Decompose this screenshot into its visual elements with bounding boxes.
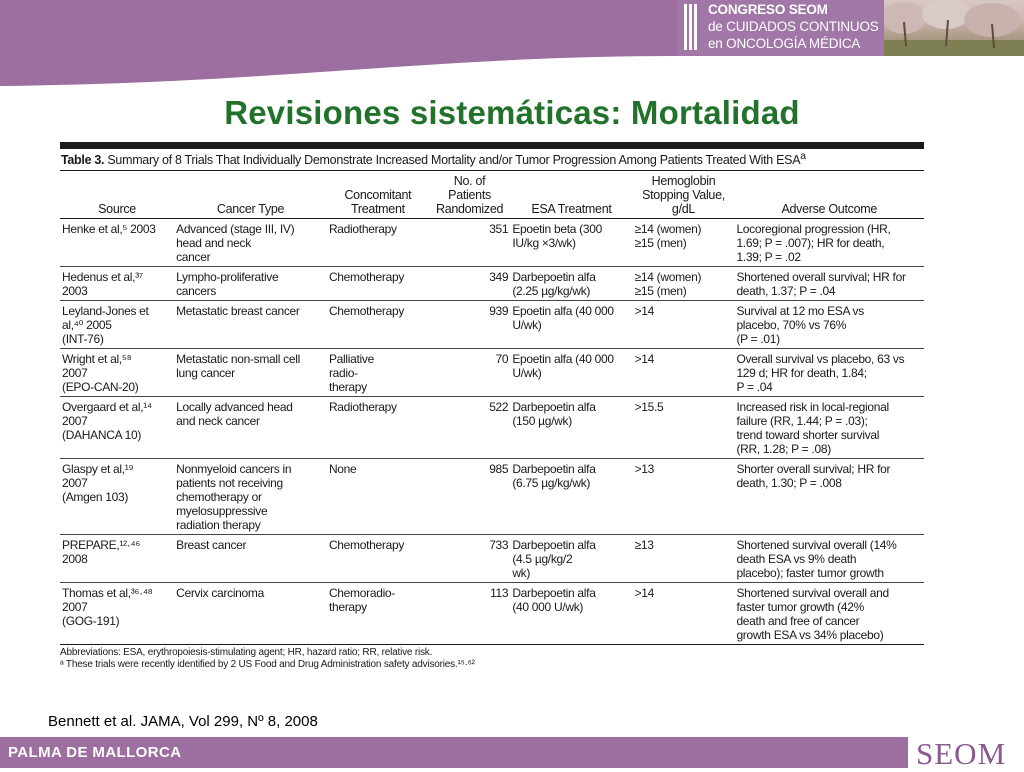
cell-esa-treatment: Epoetin alfa (40 000 U/wk) (510, 349, 632, 397)
cell-source: PREPARE,¹²·⁴⁶ 2008 (60, 535, 174, 583)
orchard-photo (884, 0, 1024, 56)
cell-concomitant-treatment: Chemotherapy (327, 267, 429, 301)
cell-adverse-outcome: Increased risk in local-regional failure (RR, 1.44; P = .03); trend toward shorter survival (RR, 1.28; P = .08) (734, 397, 924, 459)
column-header-esa-treatment: ESA Treatment (510, 171, 632, 219)
footer-location: PALMA DE MALLORCA (8, 744, 182, 761)
table-row (60, 349, 924, 397)
cell-patients-randomized: 939 (429, 301, 511, 349)
logo-text (708, 1, 879, 52)
cell-cancer-type: Lympho-proliferative cancers (174, 267, 327, 301)
cell-concomitant-treatment: None (327, 459, 429, 535)
cell-hemoglobin-stopping-value: ≥14 (women) ≥15 (men) (633, 267, 735, 301)
column-header-adverse-outcome: Adverse Outcome (734, 171, 924, 219)
cell-concomitant-treatment: Chemotherapy (327, 535, 429, 583)
cell-hemoglobin-stopping-value: ≥13 (633, 535, 735, 583)
column-header-concomitant-treatment: Concomitant Treatment (327, 171, 429, 219)
cell-esa-treatment: Epoetin beta (300 IU/kg ×3/wk) (510, 219, 632, 267)
cell-source: Overgaard et al,¹⁴ 2007 (DAHANCA 10) (60, 397, 174, 459)
cell-hemoglobin-stopping-value: >14 (633, 349, 735, 397)
cell-hemoglobin-stopping-value: >13 (633, 459, 735, 535)
trials-table-figure (60, 142, 924, 671)
cell-patients-randomized: 349 (429, 267, 511, 301)
column-header-hemoglobin-stopping-value: Hemoglobin Stopping Value, g/dL (633, 171, 735, 219)
cell-adverse-outcome: Overall survival vs placebo, 63 vs 129 d; HR for death, 1.84; P = .04 (734, 349, 924, 397)
cell-source: Leyland-Jones et al,⁴⁰ 2005 (INT-76) (60, 301, 174, 349)
cell-cancer-type: Metastatic breast cancer (174, 301, 327, 349)
cell-hemoglobin-stopping-value: >14 (633, 301, 735, 349)
logo-line-1: CONGRESO SEOM (708, 2, 828, 17)
cell-patients-randomized: 733 (429, 535, 511, 583)
cell-adverse-outcome: Shortened overall survival; HR for death, 1.37; P = .04 (734, 267, 924, 301)
logo-line-3: en ONCOLOGÍA MÉDICA (708, 36, 861, 51)
table-row (60, 535, 924, 583)
table-row (60, 459, 924, 535)
cell-source: Wright et al,⁵⁸ 2007 (EPO-CAN-20) (60, 349, 174, 397)
cell-patients-randomized: 985 (429, 459, 511, 535)
cell-adverse-outcome: Shortened survival overall (14% death ESA vs 9% death placebo); faster tumor growth (734, 535, 924, 583)
caption-text: Summary of 8 Trials That Individually Demonstrate Increased Mortality and/or Tumor Progression Among Patients Treated With ESA (104, 153, 801, 168)
cell-esa-treatment: Darbepoetin alfa (4.5 µg/kg/2 wk) (510, 535, 632, 583)
logo-bars-icon (684, 4, 699, 55)
cell-concomitant-treatment: Chemotherapy (327, 301, 429, 349)
table-row (60, 583, 924, 645)
seom-logo-text: SEOM (916, 736, 1007, 771)
cell-source: Glaspy et al,¹⁹ 2007 (Amgen 103) (60, 459, 174, 535)
table-notes (60, 645, 924, 671)
cell-esa-treatment: Epoetin alfa (40 000 U/wk) (510, 301, 632, 349)
table-row (60, 267, 924, 301)
cell-cancer-type: Advanced (stage III, IV) head and neck cancer (174, 219, 327, 267)
congress-logo (678, 0, 884, 56)
table-caption (60, 149, 924, 170)
cell-adverse-outcome: Shortened survival overall and faster tumor growth (42% death and free of cancer growth ESA vs 34% placebo) (734, 583, 924, 645)
caption-label: Table 3. (61, 153, 105, 168)
table-top-rule (60, 142, 924, 149)
cell-source: Hedenus et al,³⁷ 2003 (60, 267, 174, 301)
table-body (60, 219, 924, 645)
trials-table (60, 170, 924, 645)
cell-hemoglobin-stopping-value: ≥14 (women) ≥15 (men) (633, 219, 735, 267)
cell-cancer-type: Breast cancer (174, 535, 327, 583)
cell-adverse-outcome: Locoregional progression (HR, 1.69; P = .007); HR for death, 1.39; P = .02 (734, 219, 924, 267)
table-row (60, 219, 924, 267)
cell-patients-randomized: 351 (429, 219, 511, 267)
table-row (60, 301, 924, 349)
cell-cancer-type: Cervix carcinoma (174, 583, 327, 645)
cell-concomitant-treatment: Radiotherapy (327, 219, 429, 267)
cell-cancer-type: Locally advanced head and neck cancer (174, 397, 327, 459)
cell-esa-treatment: Darbepoetin alfa (150 µg/wk) (510, 397, 632, 459)
abbreviations-note: Abbreviations: ESA, erythropoiesis-stimulating agent; HR, hazard ratio; RR, relative risk. (60, 647, 433, 659)
citation: Bennett et al. JAMA, Vol 299, Nº 8, 2008 (48, 713, 318, 730)
seom-logo (908, 736, 1024, 771)
caption-sup: a (800, 151, 806, 162)
logo-line-2: de CUIDADOS CONTINUOS (708, 19, 879, 34)
cell-esa-treatment: Darbepoetin alfa (40 000 U/wk) (510, 583, 632, 645)
column-header-cancer-type: Cancer Type (174, 171, 327, 219)
cell-concomitant-treatment: Radiotherapy (327, 397, 429, 459)
footnote: ᵃ These trials were recently identified by 2 US Food and Drug Administration safety advisories.¹⁵·⁶² (60, 659, 475, 671)
orchard-image-icon (884, 0, 1024, 56)
column-header-patients-randomized: No. of Patients Randomized (429, 171, 511, 219)
cell-adverse-outcome: Survival at 12 mo ESA vs placebo, 70% vs 76% (P = .01) (734, 301, 924, 349)
cell-cancer-type: Metastatic non-small cell lung cancer (174, 349, 327, 397)
cell-cancer-type: Nonmyeloid cancers in patients not receiving chemotherapy or myelosuppressive radiation therapy (174, 459, 327, 535)
column-header-source: Source (60, 171, 174, 219)
footer-bar (0, 736, 1024, 771)
cell-adverse-outcome: Shorter overall survival; HR for death, 1.30; P = .008 (734, 459, 924, 535)
cell-esa-treatment: Darbepoetin alfa (6.75 µg/kg/wk) (510, 459, 632, 535)
cell-source: Thomas et al,³⁶·⁴⁸ 2007 (GOG-191) (60, 583, 174, 645)
cell-esa-treatment: Darbepoetin alfa (2.25 µg/kg/wk) (510, 267, 632, 301)
table-row (60, 397, 924, 459)
cell-patients-randomized: 113 (429, 583, 511, 645)
cell-patients-randomized: 522 (429, 397, 511, 459)
cell-source: Henke et al,⁵ 2003 (60, 219, 174, 267)
cell-patients-randomized: 70 (429, 349, 511, 397)
cell-hemoglobin-stopping-value: >15.5 (633, 397, 735, 459)
cell-hemoglobin-stopping-value: >14 (633, 583, 735, 645)
slide-title: Revisiones sistemáticas: Mortalidad (224, 94, 800, 131)
cell-concomitant-treatment: Chemoradio- therapy (327, 583, 429, 645)
table-header-row (60, 171, 924, 219)
header-banner (0, 0, 1024, 100)
cell-concomitant-treatment: Palliative radio- therapy (327, 349, 429, 397)
